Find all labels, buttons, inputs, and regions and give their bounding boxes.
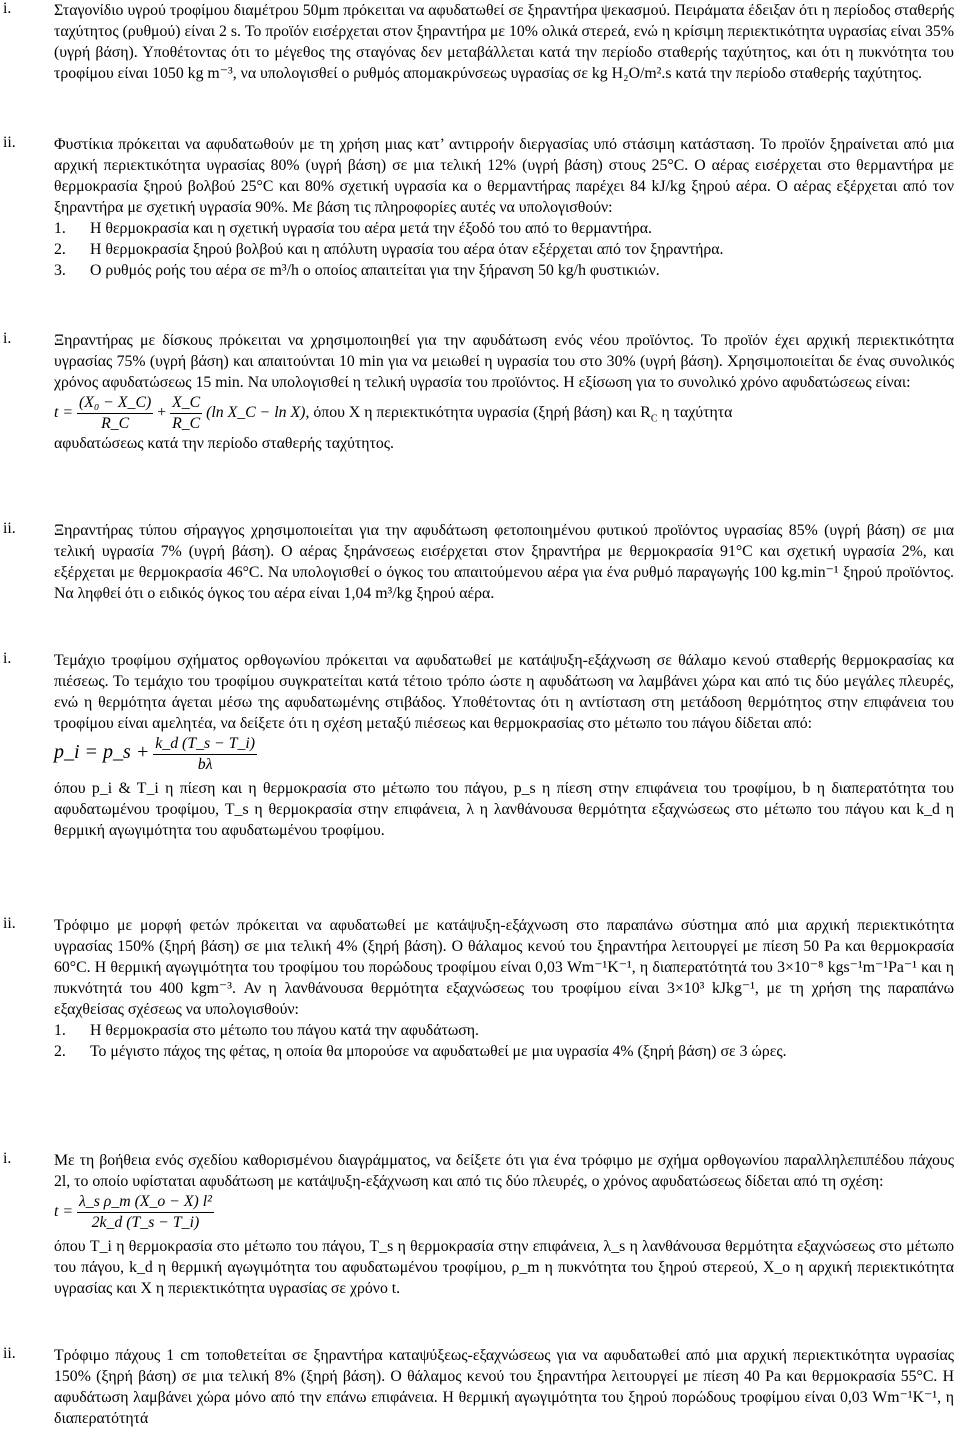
paragraph: Φυστίκια πρόκειται να αφυδατωθούν με τη χρήση μιας κατ’ αντιρροήν διεργασίας υπό στάσιμη κατάσταση. Το προϊόν ξηραίνεται από μια αρχική περιεκτικότητα υγρασίας 80% (υγρή βάση) σε μια τελική 12% (υγρή βάση) στους 25°C. Ο αέρας εισέρχεται στο θερμαντήρα με θερμοκρασία ξηρού βολβού 25°C και 80% σχετική υγρασία κα ο θερμαντήρας παρέχει 84 kJ/kg ξηρού αέρα. Ο αέρας εξέρχεται από τον ξηραντήρα με σχετική υγρασία 90%. Με βάση τις πληροφορίες αυτές να υπολογισθούν: — [54, 136, 954, 216]
denominator: bλ — [197, 756, 213, 773]
fraction — [153, 734, 257, 775]
item-number: i. — [3, 650, 12, 667]
paragraph: Σταγονίδιο υγρού τροφίμου διαμέτρου 50μm πρόκειται να αφυδατωθεί σε ξηραντήρα ψεκασμού. Πειράματα έδειξαν ότι η περίοδος σταθερής ταχύτητος (ρυθμού) είναι 2 s. Το προϊόν εισέρχεται στον ξηραντήρα με 10% ολικά στερεά, ενώ η κρίσιμη περιεκτικότητα υγρασίας είναι 35% (υγρή βάση). Υποθέτοντας ότι το μέγεθος της σταγόνας δεν μεταβάλλεται κατά την περίοδο σταθερής ταχύτητος, και ότι η πυκνότητα του τροφίμου είναι 1050 kg m⁻³, να υπολογισθεί ο ρυθμός απομακρύνσεως υγρασίας σε kg H₂O/m².s κατά την περίοδο σταθερής ταχύτητος. — [54, 2, 954, 82]
s4-item-ii — [0, 1345, 960, 1431]
eq-trailing-end: η ταχύτητα — [657, 404, 733, 422]
paragraph: όπου p_i & T_i η πίεση και η θερμοκρασία στο μέτωπο του πάγου, p_s η πίεση στην επιφάνεια του τροφίμου, b η διαπερατότητα του αφυδατωμένου τροφίμου, T_s η θερμοκρασία στην επιφάνεια, λ η λανθάνουσα θερμότητα εξαχνώσεως στο μέτωπο του πάγου και k_d η θερμική αγωγιμότητα του αφυδατωμένου τροφίμου. — [54, 780, 954, 839]
drying-time-equation — [54, 393, 954, 433]
fraction — [170, 393, 202, 434]
subitem-number: 1. — [54, 220, 66, 237]
subitem — [54, 1041, 954, 1062]
eq-rest: (ln X_C − ln X) — [206, 404, 306, 422]
paragraph: Με τη βοήθεια ενός σχεδίου καθορισμένου διαγράμματος, να δείξετε ότι για ένα τρόφιμο με σχήμα ορθογωνίου παραλληλεπιπέδου πάχους 2l, το οποίο υφίσταται αφυδάτωση με κατάψυξη-εξάχνωση και από τις δύο πλευρές, ο χρόνος αφυδατώσεως δίδεται από τη σχέση: — [54, 1152, 954, 1190]
item-number: i. — [3, 330, 12, 347]
subitem-text: Η θερμοκρασία στο μέτωπο του πάγου κατά την αφυδάτωση. — [90, 1022, 479, 1039]
paragraph: αφυδατώσεως κατά την περίοδο σταθερής ταχύτητος. — [54, 435, 394, 452]
paragraph: Τρόφιμο πάχους 1 cm τοποθετείται σε ξηραντήρα καταψύξεως-εξαχνώσεως για να αφυδατωθεί από μια αρχική περιεκτικότητα υγρασίας 150% (ξηρή βάση) σε μια τελική 8% (ξηρή βάση). Ο θάλαμος κενού του ξηραντήρα λειτουργεί με πίεση 40 Pa και θερμοκρασία 55°C. Η αφυδάτωση λαμβάνει χώρα μόνο από την επάνω επιφάνεια. Η θερμική αγωγιμότητα του ξηρού πορώδους τροφίμου είναι 0,03 Wm⁻¹K⁻¹, η διαπερατότητά — [54, 1347, 954, 1427]
item-number: ii. — [3, 134, 16, 151]
item-text — [54, 915, 954, 1062]
item-number: ii. — [3, 915, 16, 932]
item-number: ii. — [3, 520, 16, 537]
subitem — [54, 260, 954, 281]
paragraph: Τρόφιμο με μορφή φετών πρόκειται να αφυδατωθεί με κατάψυξη-εξάχνωση στο παραπάνω σύστημα από μια αρχική περιεκτικότητα υγρασίας 150% (ξηρή βάση) σε μια τελική 4% (ξηρή βάση). Ο θάλαμος κενού του ξηραντήρα λειτουργεί με πίεση 50 Pa και θερμοκρασία 60°C. Η θερμική αγωγιμότητα του τροφίμου του πορώδους τροφίμου είναι 0,03 Wm⁻¹K⁻¹, η διαπερατότητά του 3×10⁻⁸ kgs⁻¹m⁻¹Pa⁻¹ και η πυκνότητά του 400 kgm⁻³. Αν η λανθάνουσα θερμότητα εξαχνώσεως του τροφίμου είναι 3×10³ kJkg⁻¹, με τη χρήση της παραπάνω εξαχθείσας σχέσεως να υπολογισθούν: — [54, 917, 954, 1018]
eq-lhs: t = — [54, 404, 73, 422]
item-number: i. — [3, 0, 12, 17]
subitem-number: 2. — [54, 241, 66, 258]
paragraph: Ξηραντήρας με δίσκους πρόκειται να χρησιμοποιηθεί για την αφυδάτωση ενός νέου προϊόντος. Το προϊόν έχει αρχική περιεκτικότητα υγρασίας 75% (υγρή βάση) και απαιτούνται 10 min για να μειωθεί η υγρασία του στο 30% (υγρή βάση). Χρησιμοποιείται δε ένας συνολικός χρόνος αφυδατώσεως 15 min. Να υπολογισθεί η τελική υγρασία του προϊόντος. Η εξίσωση για το συνολικό χρόνο αφυδατώσεως είναι: — [54, 332, 954, 391]
item-text — [54, 1345, 954, 1429]
subitem-text: Η θερμοκρασία και η σχετική υγρασία του αέρα μετά την έξοδό του από το θερμαντήρα. — [90, 220, 653, 237]
numerator: X_C — [170, 393, 202, 414]
s3-item-i — [0, 650, 960, 900]
subitem-text: Το μέγιστο πάχος της φέτας, η οποία θα μπορούσε να αφυδατωθεί με μια υγρασία 4% (ξηρή βάση) σε 3 ώρες. — [90, 1043, 787, 1060]
subitem — [54, 1020, 954, 1041]
item-text — [54, 0, 954, 84]
item-text — [54, 520, 954, 604]
fraction — [77, 393, 153, 434]
s1-item-i — [0, 0, 960, 126]
item-number: i. — [3, 1150, 12, 1167]
s2-item-i — [0, 330, 960, 500]
subitem — [54, 218, 954, 239]
eq-trailing-text: , όπου X η περιεκτικότητα υγρασία (ξηρή βάση) και R — [305, 404, 651, 422]
item-text — [54, 134, 954, 281]
item-text — [54, 330, 954, 454]
subitem-number: 3. — [54, 262, 66, 279]
eq-lhs: p_i = p_s + — [54, 741, 150, 764]
subitem-number: 2. — [54, 1043, 66, 1060]
s3-item-ii — [0, 915, 960, 1120]
freeze-drying-time-equation — [54, 1192, 954, 1236]
paragraph: Τεμάχιο τροφίμου σχήματος ορθογωνίου πρόκειται να αφυδατωθεί με κατάψυξη-εξάχνωση σε θάλαμο κενού σταθερής θερμοκρασίας κα πιέσεως. Το τεμάχιο του τροφίμου συγκρατείται κατά τέτοιο τρόπο ώστε η αφυδάτωση να λαμβάνει χώρα και από τις δύο μεγάλες πλευρές, ενώ η θερμότητα άγεται μέσω της αφυδατωμένης στιβάδος. Υποθέτοντας ότι η αντίσταση στη μετάδοση θερμότητος στην επιφάνεια του τροφίμου είναι αμελητέα, να δείξετε ότι η σχέση μεταξύ πιέσεως και θερμοκρασίας στο μέτωπο του πάγου δίδεται από: — [54, 652, 954, 732]
item-text — [54, 1150, 954, 1299]
subitem — [54, 239, 954, 260]
item-number: ii. — [3, 1345, 16, 1362]
eq-lhs: t = — [54, 1203, 73, 1221]
denominator: 2k_d (T_s − T_i) — [91, 1214, 200, 1231]
s4-item-i — [0, 1150, 960, 1340]
fraction — [77, 1192, 214, 1233]
paragraph: Ξηραντήρας τύπου σήραγγος χρησιμοποιείται για την αφυδάτωση φετοποιημένου φυτικού προϊόντος υγρασίας 85% (υγρή βάση) σε μια τελική υγρασία 7% (υγρή βάση). Ο αέρας ξηράνσεως εισέρχεται στον ξηραντήρα με θερμοκρασία 91°C και σχετική υγρασία 2%, και εξέρχεται με θερμοκρασία 46°C. Να υπολογισθεί ο όγκος του απαιτούμενου αέρα για ένα ρυθμό παραγωγής 100 kg.min⁻¹ ξηρού προϊόντος. Να ληφθεί ότι ο ειδικός όγκος του αέρα είναι 1,04 m³/kg ξηρού αέρα. — [54, 522, 954, 602]
subitem-text: Ο ρυθμός ροής του αέρα σε m³/h ο οποίος απαιτείται για την ξήρανση 50 kg/h φυστικιών. — [90, 262, 660, 279]
numerator: λ_s ρ_m (X_o − X) l² — [77, 1192, 214, 1213]
s2-item-ii — [0, 520, 960, 628]
numerator: k_d (T_s − T_i) — [153, 734, 257, 755]
paragraph: όπου T_i η θερμοκρασία στο μέτωπο του πάγου, T_s η θερμοκρασία στην επιφάνεια, λ_s η λανθάνουσα θερμότητα εξαχνώσεως στο μέτωπο του πάγου, k_d η θερμική αγωγιμότητα του αφυδατωμένου τροφίμου, ρ_m η πυκνότητα του ξηρού στερεού, X_o η αρχική περιεκτικότητα υγρασίας και X η περιεκτικότητα υγρασίας σε χρόνο t. — [54, 1238, 954, 1297]
subitem-number: 1. — [54, 1022, 66, 1039]
numerator: (X₀ − X_C) — [77, 393, 153, 414]
denominator: R_C — [101, 415, 130, 432]
plus-sign: + — [157, 404, 167, 422]
eq-trailing-sub: C — [650, 413, 658, 425]
item-text — [54, 650, 954, 841]
ice-front-equation — [54, 734, 954, 778]
subitem-text: Η θερμοκρασία ξηρού βολβού και η απόλυτη υγρασία του αέρα όταν εξέρχεται από τον ξηραντήρα. — [90, 241, 724, 258]
denominator: R_C — [172, 415, 201, 432]
